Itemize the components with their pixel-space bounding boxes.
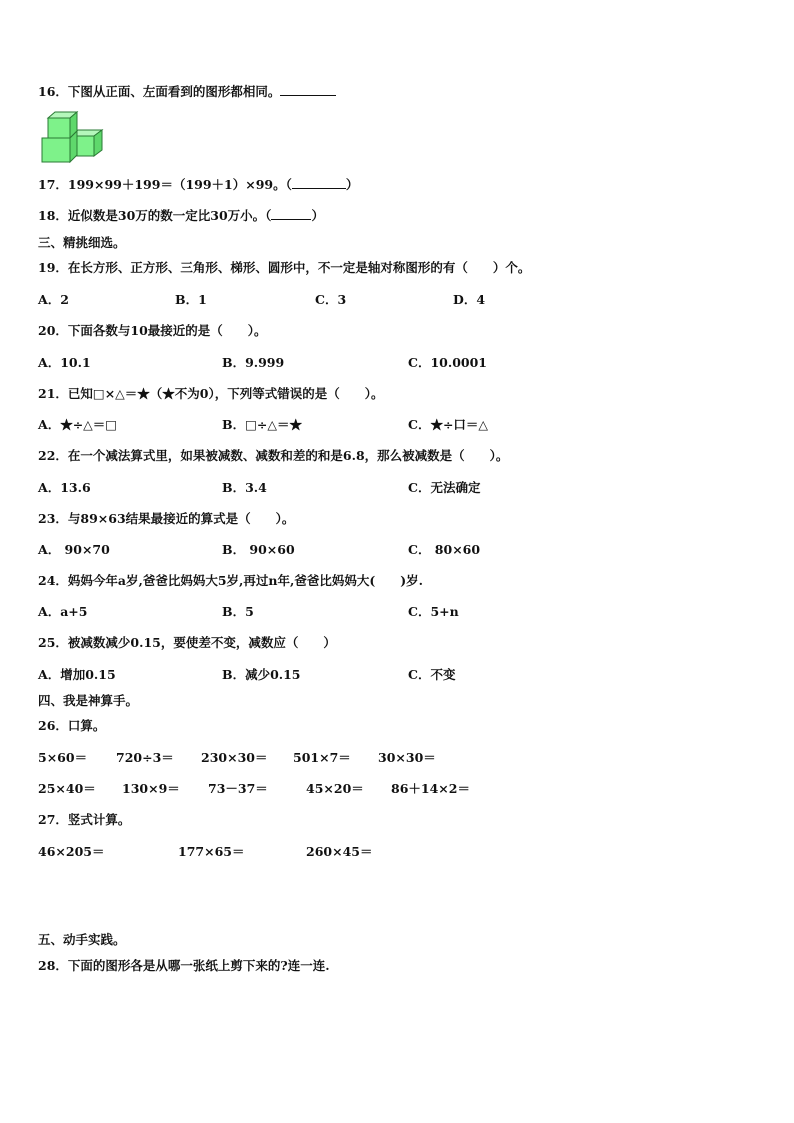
q25-option-a[interactable]: A．增加0.15 (38, 667, 116, 682)
q19-option-a[interactable]: A．2 (38, 292, 69, 307)
q22-option-a[interactable]: A．13.6 (38, 480, 91, 495)
mental-calc-9: 45×20＝ (306, 781, 364, 796)
q24-option-a[interactable]: A．a+5 (38, 604, 88, 619)
question-18-end: ） (311, 208, 324, 223)
q20-option-a[interactable]: A．10.1 (38, 355, 91, 370)
question-18-text: 18．近似数是30万的数一定比30万小。（ (38, 208, 272, 223)
q19-option-c[interactable]: C．3 (315, 292, 347, 307)
mental-calc-3: 230×30＝ (201, 750, 268, 765)
q22-option-b[interactable]: B．3.4 (222, 480, 267, 495)
q24-option-c[interactable]: C．5+n (408, 604, 459, 619)
question-27: 27．竖式计算。 (38, 812, 131, 827)
question-23: 23．与89×63结果最接近的算式是（ ）。 (38, 511, 295, 526)
question-25: 25．被减数减少0.15，要使差不变，减数应（ ） (38, 635, 336, 650)
q20-option-b[interactable]: B．9.999 (222, 355, 285, 370)
q22-option-c[interactable]: C．无法确定 (408, 480, 481, 495)
question-16 (38, 84, 336, 100)
q23-option-c[interactable]: C． 80×60 (408, 542, 481, 557)
mental-calc-10: 86＋14×2＝ (391, 781, 470, 796)
q21-option-b[interactable]: B．□÷△＝★ (222, 417, 302, 432)
section-3-heading: 三、精挑细选。 (38, 235, 126, 250)
question-22: 22．在一个减法算式里，如果被减数、减数和差的和是6.8，那么被减数是（ ）。 (38, 448, 509, 463)
section-4-heading: 四、我是神算手。 (38, 693, 139, 708)
mental-calc-6: 25×40＝ (38, 781, 96, 796)
mental-calc-7: 130×9＝ (122, 781, 180, 796)
mental-calc-5: 30×30＝ (378, 750, 436, 765)
cube-top (48, 112, 77, 138)
answer-blank-18[interactable] (271, 219, 311, 220)
question-24: 24．妈妈今年a岁,爸爸比妈妈大5岁,再过n年,爸爸比妈妈大( )岁. (38, 573, 424, 588)
mental-calc-8: 73－37＝ (208, 781, 268, 796)
q25-option-c[interactable]: C．不变 (408, 667, 456, 682)
q20-option-c[interactable]: C．10.0001 (408, 355, 487, 370)
mental-calc-4: 501×7＝ (293, 750, 351, 765)
q23-option-a[interactable]: A． 90×70 (38, 542, 110, 557)
q19-option-b[interactable]: B．1 (175, 292, 207, 307)
cube-figure (40, 111, 104, 163)
question-17-end: ） (345, 177, 359, 192)
question-19: 19．在长方形、正方形、三角形、梯形、圆形中，不一定是轴对称图形的有（ ）个。 (38, 260, 531, 275)
vertical-calc-3: 260×45＝ (306, 844, 373, 859)
question-26: 26．口算。 (38, 718, 106, 733)
q19-option-d[interactable]: D．4 (453, 292, 486, 307)
question-21: 21．已知□×△＝★（★不为0），下列等式错误的是（ ）。 (38, 386, 384, 401)
mental-calc-2: 720÷3＝ (116, 750, 174, 765)
q21-option-c[interactable]: C．★÷口＝△ (408, 417, 489, 432)
mental-calc-1: 5×60＝ (38, 750, 88, 765)
vertical-calc-1: 46×205＝ (38, 844, 105, 859)
section-5-heading: 五、动手实践。 (38, 932, 126, 947)
vertical-calc-2: 177×65＝ (178, 844, 245, 859)
question-20: 20．下面各数与10最接近的是（ ）。 (38, 323, 267, 338)
question-17-text: 17．199×99＋199＝（199＋1）×99。（ (38, 177, 292, 192)
question-16-text: 16．下图从正面、左面看到的图形都相同。 (38, 84, 281, 99)
q21-option-a[interactable]: A．★÷△＝□ (38, 417, 118, 432)
answer-blank-17[interactable] (292, 188, 346, 189)
q25-option-b[interactable]: B．减少0.15 (222, 667, 301, 682)
q23-option-b[interactable]: B． 90×60 (222, 542, 295, 557)
answer-blank-16[interactable] (280, 95, 336, 96)
question-28: 28．下面的图形各是从哪一张纸上剪下来的?连一连. (38, 958, 330, 973)
question-18 (38, 208, 324, 224)
q24-option-b[interactable]: B．5 (222, 604, 254, 619)
question-17 (38, 177, 358, 193)
